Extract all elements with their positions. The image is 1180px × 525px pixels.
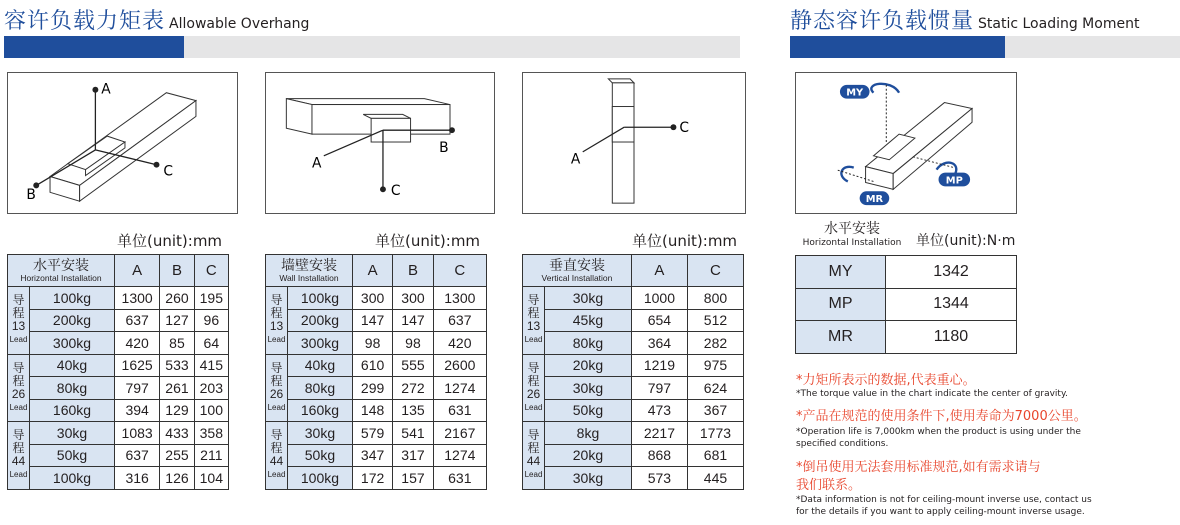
load-cell: 100kg xyxy=(288,467,353,490)
value-cell: 195 xyxy=(194,287,228,310)
title-bar-accent xyxy=(4,36,184,58)
value-cell: 127 xyxy=(160,309,194,332)
table-row xyxy=(523,467,744,490)
value-cell: 203 xyxy=(194,377,228,400)
label-c: C xyxy=(163,163,174,180)
moment-key: MR xyxy=(796,321,886,354)
lead-label-char: 导 xyxy=(12,360,25,375)
table-row xyxy=(266,377,487,400)
load-cell: 30kg xyxy=(30,422,115,445)
title-bar xyxy=(4,36,740,58)
value-cell: 573 xyxy=(631,467,687,490)
value-cell: 2217 xyxy=(631,422,687,445)
label-a: A xyxy=(101,81,111,98)
horizontal-install-diagram xyxy=(7,72,238,214)
table-row xyxy=(266,287,487,310)
load-cell: 30kg xyxy=(545,467,632,490)
section-title xyxy=(4,4,309,35)
value-cell: 367 xyxy=(687,399,743,422)
title-bar-accent xyxy=(790,36,1005,58)
lead-label-char: 导 xyxy=(527,360,540,375)
lead-label-en: Lead xyxy=(524,470,543,480)
table-row xyxy=(8,377,229,400)
value-cell: 299 xyxy=(352,377,392,400)
value-cell: 85 xyxy=(160,332,194,355)
label-a: A xyxy=(311,155,322,172)
value-cell: 148 xyxy=(352,399,392,422)
lead-label-char: 导 xyxy=(270,360,283,375)
table-row xyxy=(8,422,229,445)
lead-label-char: 导 xyxy=(12,428,25,443)
value-cell: 316 xyxy=(114,467,159,490)
value-cell: 364 xyxy=(631,332,687,355)
table-row xyxy=(523,422,744,445)
value-cell: 2167 xyxy=(433,422,486,445)
note-3-zh-line2: 我们联系。 xyxy=(796,478,862,493)
value-cell: 98 xyxy=(352,332,392,355)
load-cell: 50kg xyxy=(30,444,115,467)
lead-cell xyxy=(523,422,545,490)
value-cell: 64 xyxy=(194,332,228,355)
lead-label-char: 程 xyxy=(12,373,25,388)
install-type-en: Vertical Installation xyxy=(541,273,613,283)
value-cell: 654 xyxy=(631,309,687,332)
value-cell: 272 xyxy=(393,377,433,400)
moment-unit-label: 单位(unit):N·m xyxy=(916,233,1016,249)
load-cell: 80kg xyxy=(30,377,115,400)
value-cell: 533 xyxy=(160,354,194,377)
note-3-en-line1: *Data information is not for ceiling-mount inverse use, contact us xyxy=(796,495,1092,505)
load-cell: 80kg xyxy=(545,332,632,355)
moment-diagram xyxy=(795,72,1017,214)
table-row xyxy=(266,467,487,490)
title-zh: 静态容许负载惯量 xyxy=(790,9,975,34)
value-cell: 797 xyxy=(631,377,687,400)
vertical-drawing xyxy=(523,73,745,213)
vertical-install-diagram xyxy=(522,72,746,214)
table-row xyxy=(8,444,229,467)
value-cell: 1274 xyxy=(433,444,486,467)
lead-value: 26 xyxy=(11,386,26,401)
value-cell: 172 xyxy=(352,467,392,490)
load-cell: 100kg xyxy=(288,287,353,310)
wall-install-diagram xyxy=(265,72,495,214)
load-cell: 200kg xyxy=(30,309,115,332)
load-cell: 100kg xyxy=(30,467,115,490)
value-cell: 1274 xyxy=(433,377,486,400)
value-cell: 631 xyxy=(433,399,486,422)
table-row xyxy=(8,287,229,310)
value-cell: 624 xyxy=(687,377,743,400)
table-row xyxy=(266,444,487,467)
note-3-zh-line1: *倒吊使用无法套用标准规范,如有需求请与 xyxy=(796,460,1041,475)
value-cell: 135 xyxy=(393,399,433,422)
load-cell: 20kg xyxy=(545,354,632,377)
table-row xyxy=(266,422,487,445)
load-cell: 30kg xyxy=(288,422,353,445)
value-cell: 445 xyxy=(687,467,743,490)
lead-value: 44 xyxy=(269,454,284,469)
table-row xyxy=(796,321,1017,354)
table-header-row xyxy=(8,255,229,287)
value-cell: 347 xyxy=(352,444,392,467)
value-cell: 433 xyxy=(160,422,194,445)
load-cell: 30kg xyxy=(545,287,632,310)
table-row xyxy=(523,377,744,400)
value-cell: 126 xyxy=(160,467,194,490)
label-mr: MR xyxy=(865,194,884,206)
install-type-zh: 墙壁安装 xyxy=(280,257,337,273)
install-type-en: Horizontal Installation xyxy=(20,273,102,283)
load-cell: 100kg xyxy=(30,287,115,310)
table-row xyxy=(266,399,487,422)
moment-key: MY xyxy=(796,256,886,289)
note-2-en-line1: *Operation life is 7,000km when the product is using under the xyxy=(796,427,1081,437)
lead-cell xyxy=(8,422,30,490)
install-type-header xyxy=(523,255,632,287)
value-cell: 1773 xyxy=(687,422,743,445)
value-cell: 96 xyxy=(194,309,228,332)
lead-label-char: 程 xyxy=(270,441,283,456)
table-row xyxy=(266,332,487,355)
spec-table xyxy=(7,254,229,490)
value-cell: 1300 xyxy=(114,287,159,310)
title-en: Static Loading Moment xyxy=(978,16,1140,32)
table-row xyxy=(266,354,487,377)
note-1-en: *The torque value in the chart indicate the center of gravity. xyxy=(796,389,1068,399)
table-row xyxy=(266,309,487,332)
wall-drawing xyxy=(266,73,494,213)
value-cell: 1219 xyxy=(631,354,687,377)
table-row xyxy=(523,444,744,467)
column-header: A xyxy=(631,255,687,287)
lead-label-en: Lead xyxy=(9,335,28,345)
value-cell: 147 xyxy=(393,309,433,332)
value-cell: 129 xyxy=(160,399,194,422)
load-cell: 160kg xyxy=(30,399,115,422)
lead-label-char: 导 xyxy=(270,428,283,443)
lead-label-en: Lead xyxy=(9,470,28,480)
load-cell: 40kg xyxy=(288,354,353,377)
value-cell: 555 xyxy=(393,354,433,377)
load-cell: 50kg xyxy=(545,399,632,422)
label-a: A xyxy=(570,151,581,168)
lead-label-char: 导 xyxy=(527,293,540,308)
value-cell: 637 xyxy=(114,444,159,467)
value-cell: 260 xyxy=(160,287,194,310)
lead-value: 26 xyxy=(269,386,284,401)
value-cell: 104 xyxy=(194,467,228,490)
load-cell: 300kg xyxy=(30,332,115,355)
value-cell: 2600 xyxy=(433,354,486,377)
column-header: A xyxy=(352,255,392,287)
load-cell: 200kg xyxy=(288,309,353,332)
table-row xyxy=(8,309,229,332)
moment-install-label xyxy=(800,218,904,248)
lead-label-char: 程 xyxy=(12,441,25,456)
load-cell: 40kg xyxy=(30,354,115,377)
note-3-en-line2: for the details if you want to apply ceiling-mount inverse usage. xyxy=(796,507,1085,517)
value-cell: 681 xyxy=(687,444,743,467)
moment-value: 1344 xyxy=(886,288,1017,321)
label-b: B xyxy=(439,139,449,156)
lead-label-en: Lead xyxy=(267,335,286,345)
value-cell: 579 xyxy=(352,422,392,445)
column-header: A xyxy=(114,255,159,287)
column-header: B xyxy=(393,255,433,287)
value-cell: 98 xyxy=(393,332,433,355)
table-row xyxy=(8,399,229,422)
lead-label-char: 程 xyxy=(12,306,25,321)
value-cell: 610 xyxy=(352,354,392,377)
value-cell: 358 xyxy=(194,422,228,445)
load-cell: 45kg xyxy=(545,309,632,332)
unit-label-1: 单位(unit):mm xyxy=(117,232,223,250)
moment-value: 1342 xyxy=(886,256,1017,289)
horizontal-drawing xyxy=(8,73,237,213)
section-title xyxy=(790,4,1139,35)
value-cell: 211 xyxy=(194,444,228,467)
table-row xyxy=(523,399,744,422)
lead-cell xyxy=(523,354,545,422)
note-2-en-line2: specified conditions. xyxy=(796,439,889,449)
lead-value: 44 xyxy=(526,454,541,469)
label-c: C xyxy=(679,120,689,137)
lead-label-char: 导 xyxy=(270,293,283,308)
lead-label-char: 导 xyxy=(12,293,25,308)
spec-table xyxy=(265,254,487,490)
lead-cell xyxy=(266,354,288,422)
value-cell: 282 xyxy=(687,332,743,355)
install-type-header xyxy=(8,255,115,287)
lead-label-en: Lead xyxy=(267,402,286,412)
lead-label-en: Lead xyxy=(524,402,543,412)
load-cell: 20kg xyxy=(545,444,632,467)
allowable-overhang-header xyxy=(4,4,740,60)
lead-label-en: Lead xyxy=(9,402,28,412)
moment-table xyxy=(795,255,1017,354)
unit-label-2: 单位(unit):mm xyxy=(375,232,481,250)
label-b: B xyxy=(26,187,36,204)
table-header-row xyxy=(523,255,744,287)
value-cell: 1083 xyxy=(114,422,159,445)
lead-label-char: 程 xyxy=(270,373,283,388)
value-cell: 1300 xyxy=(433,287,486,310)
lead-label-char: 程 xyxy=(527,306,540,321)
value-cell: 300 xyxy=(352,287,392,310)
load-cell: 50kg xyxy=(288,444,353,467)
label-my: MY xyxy=(846,87,864,99)
value-cell: 415 xyxy=(194,354,228,377)
title-en: Allowable Overhang xyxy=(169,16,310,32)
value-cell: 868 xyxy=(631,444,687,467)
column-header: C xyxy=(687,255,743,287)
lead-cell xyxy=(8,354,30,422)
value-cell: 631 xyxy=(433,467,486,490)
table-row xyxy=(8,354,229,377)
table-row xyxy=(523,309,744,332)
moment-install-zh: 水平安装 xyxy=(824,221,880,237)
value-cell: 541 xyxy=(393,422,433,445)
install-type-en: Wall Installation xyxy=(279,273,339,283)
value-cell: 800 xyxy=(687,287,743,310)
title-zh: 容许负载力矩表 xyxy=(4,9,166,34)
lead-value: 13 xyxy=(11,319,26,334)
label-mp: MP xyxy=(945,175,963,187)
value-cell: 255 xyxy=(160,444,194,467)
value-cell: 1625 xyxy=(114,354,159,377)
value-cell: 300 xyxy=(393,287,433,310)
value-cell: 147 xyxy=(352,309,392,332)
value-cell: 975 xyxy=(687,354,743,377)
value-cell: 261 xyxy=(160,377,194,400)
unit-label-3: 单位(unit):mm xyxy=(632,232,738,250)
table-row xyxy=(523,287,744,310)
lead-value: 13 xyxy=(526,319,541,334)
value-cell: 394 xyxy=(114,399,159,422)
spec-table xyxy=(522,254,744,490)
moment-drawing xyxy=(796,73,1016,213)
load-cell: 30kg xyxy=(545,377,632,400)
value-cell: 157 xyxy=(393,467,433,490)
lead-value: 44 xyxy=(11,454,26,469)
value-cell: 473 xyxy=(631,399,687,422)
load-cell: 80kg xyxy=(288,377,353,400)
moment-key: MP xyxy=(796,288,886,321)
value-cell: 420 xyxy=(433,332,486,355)
table-row xyxy=(523,354,744,377)
title-bar xyxy=(790,36,1180,58)
load-cell: 8kg xyxy=(545,422,632,445)
value-cell: 317 xyxy=(393,444,433,467)
lead-cell xyxy=(266,422,288,490)
value-cell: 420 xyxy=(114,332,159,355)
table-row xyxy=(523,332,744,355)
column-header: C xyxy=(433,255,486,287)
lead-label-char: 程 xyxy=(270,306,283,321)
value-cell: 637 xyxy=(433,309,486,332)
table-header-row xyxy=(266,255,487,287)
lead-label-en: Lead xyxy=(267,470,286,480)
lead-label-char: 程 xyxy=(527,373,540,388)
static-loading-moment-header xyxy=(790,4,1180,60)
load-cell: 160kg xyxy=(288,399,353,422)
table-row xyxy=(796,256,1017,289)
install-type-header xyxy=(266,255,353,287)
load-cell: 300kg xyxy=(288,332,353,355)
lead-label-char: 程 xyxy=(527,441,540,456)
value-cell: 512 xyxy=(687,309,743,332)
lead-cell xyxy=(523,287,545,355)
table-row xyxy=(8,467,229,490)
column-header: C xyxy=(194,255,228,287)
lead-label-char: 导 xyxy=(527,428,540,443)
table-row xyxy=(796,288,1017,321)
column-header: B xyxy=(160,255,194,287)
lead-value: 26 xyxy=(526,386,541,401)
moment-value: 1180 xyxy=(886,321,1017,354)
install-type-zh: 垂直安装 xyxy=(548,257,605,273)
moment-install-en: Horizontal Installation xyxy=(802,238,902,248)
value-cell: 637 xyxy=(114,309,159,332)
value-cell: 1000 xyxy=(631,287,687,310)
value-cell: 797 xyxy=(114,377,159,400)
lead-cell xyxy=(266,287,288,355)
value-cell: 100 xyxy=(194,399,228,422)
lead-label-en: Lead xyxy=(524,335,543,345)
lead-cell xyxy=(8,287,30,355)
table-row xyxy=(8,332,229,355)
note-2-zh: *产品在规范的使用条件下,使用寿命为7000公里。 xyxy=(796,409,1087,424)
install-type-zh: 水平安装 xyxy=(32,257,89,273)
note-1-zh: *力矩所表示的数据,代表重心。 xyxy=(796,373,976,388)
lead-value: 13 xyxy=(269,319,284,334)
label-c: C xyxy=(390,183,401,200)
